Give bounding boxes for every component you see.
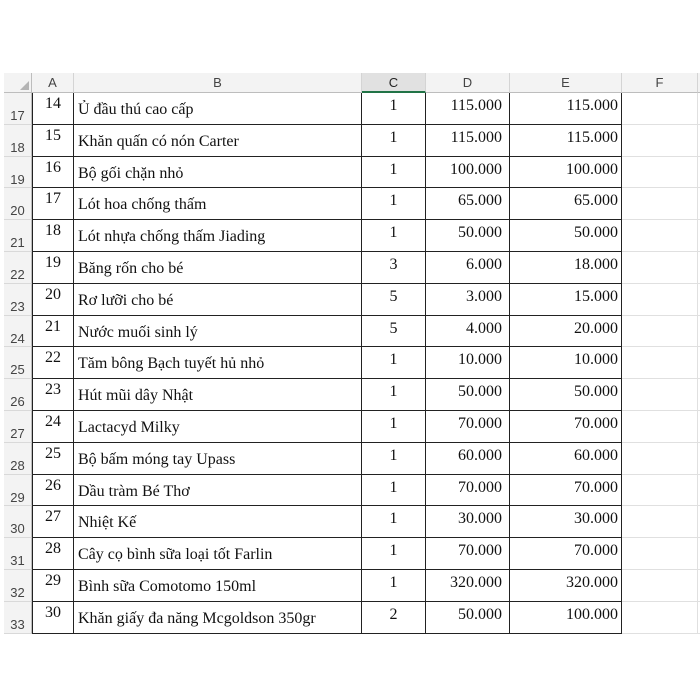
- cell-quantity[interactable]: 2: [362, 602, 426, 634]
- row-header[interactable]: 23: [4, 284, 32, 316]
- cell-stt[interactable]: 26: [32, 475, 74, 506]
- cell-quantity[interactable]: 1: [362, 157, 426, 188]
- cell-unit-price[interactable]: 100.000: [426, 157, 510, 188]
- cell-total[interactable]: 10.000: [510, 347, 622, 379]
- row-header[interactable]: 32: [4, 570, 32, 602]
- cell-empty-f[interactable]: [622, 93, 698, 125]
- cell-stt[interactable]: 16: [32, 157, 74, 188]
- cell-empty-f[interactable]: [622, 538, 698, 570]
- cell-total[interactable]: 70.000: [510, 538, 622, 570]
- cell-item-name[interactable]: Nhiệt Kế: [74, 506, 362, 538]
- table-row: [4, 379, 700, 411]
- cell-unit-price[interactable]: 115.000: [426, 125, 510, 157]
- select-all-triangle-icon: [20, 81, 29, 90]
- cell-unit-price[interactable]: 65.000: [426, 188, 510, 220]
- table-row: [4, 157, 700, 188]
- cell-empty-f[interactable]: [622, 411, 698, 443]
- cell-total[interactable]: 50.000: [510, 379, 622, 411]
- column-header-d[interactable]: D: [426, 73, 510, 93]
- row-header[interactable]: 25: [4, 347, 32, 379]
- cell-unit-price[interactable]: 50.000: [426, 220, 510, 252]
- cell-stt[interactable]: 20: [32, 284, 74, 316]
- row-header[interactable]: 30: [4, 506, 32, 538]
- table-row: [4, 284, 700, 316]
- column-header-b[interactable]: B: [74, 73, 362, 93]
- cell-stt[interactable]: 27: [32, 506, 74, 538]
- cell-quantity[interactable]: 1: [362, 443, 426, 475]
- cell-total[interactable]: 65.000: [510, 188, 622, 220]
- cell-item-name[interactable]: Băng rốn cho bé: [74, 252, 362, 284]
- row-header[interactable]: 19: [4, 157, 32, 188]
- cell-total[interactable]: 30.000: [510, 506, 622, 538]
- cell-unit-price[interactable]: 70.000: [426, 411, 510, 443]
- table-row: [4, 252, 700, 284]
- cell-empty-f[interactable]: [622, 475, 698, 506]
- row-header[interactable]: 26: [4, 379, 32, 411]
- cell-quantity[interactable]: 1: [362, 379, 426, 411]
- cell-empty-f[interactable]: [622, 220, 698, 252]
- cell-unit-price[interactable]: 4.000: [426, 316, 510, 347]
- cell-quantity[interactable]: 1: [362, 475, 426, 506]
- cell-empty-f[interactable]: [622, 252, 698, 284]
- cell-empty-f[interactable]: [622, 570, 698, 602]
- cell-stt[interactable]: 18: [32, 220, 74, 252]
- cell-stt[interactable]: 17: [32, 188, 74, 220]
- cell-stt[interactable]: 30: [32, 602, 74, 634]
- cell-stt[interactable]: 15: [32, 125, 74, 157]
- cell-empty-f[interactable]: [622, 188, 698, 220]
- table-row: [4, 570, 700, 602]
- table-row: [4, 538, 700, 570]
- cell-quantity[interactable]: 5: [362, 316, 426, 347]
- cell-item-name[interactable]: Bình sữa Comotomo 150ml: [74, 570, 362, 602]
- spreadsheet-grid: [4, 73, 700, 634]
- cell-unit-price[interactable]: 10.000: [426, 347, 510, 379]
- cell-stt[interactable]: 28: [32, 538, 74, 570]
- cell-unit-price[interactable]: 115.000: [426, 93, 510, 125]
- cell-item-name[interactable]: Nước muối sinh lý: [74, 316, 362, 347]
- cell-item-name[interactable]: Tăm bông Bạch tuyết hủ nhỏ: [74, 347, 362, 379]
- cell-unit-price[interactable]: 60.000: [426, 443, 510, 475]
- cell-empty-f[interactable]: [622, 506, 698, 538]
- cell-quantity[interactable]: 1: [362, 188, 426, 220]
- cell-total[interactable]: 60.000: [510, 443, 622, 475]
- cell-item-name[interactable]: Khăn quấn có nón Carter: [74, 125, 362, 157]
- cell-item-name[interactable]: Ủ đầu thú cao cấp: [74, 93, 362, 125]
- row-header[interactable]: 17: [4, 93, 32, 125]
- cell-quantity[interactable]: 1: [362, 125, 426, 157]
- table-row: [4, 220, 700, 252]
- cell-item-name[interactable]: Bộ gối chặn nhỏ: [74, 157, 362, 188]
- cell-unit-price[interactable]: 70.000: [426, 538, 510, 570]
- table-row: [4, 475, 700, 506]
- cell-empty-f[interactable]: [622, 125, 698, 157]
- table-row: [4, 443, 700, 475]
- cell-total[interactable]: 20.000: [510, 316, 622, 347]
- row-header[interactable]: 33: [4, 602, 32, 634]
- select-all-corner[interactable]: [4, 73, 32, 93]
- cell-quantity[interactable]: 1: [362, 347, 426, 379]
- cell-total[interactable]: 100.000: [510, 602, 622, 634]
- row-header[interactable]: 31: [4, 538, 32, 570]
- cell-stt[interactable]: 22: [32, 347, 74, 379]
- cell-quantity[interactable]: 5: [362, 284, 426, 316]
- cell-total[interactable]: 15.000: [510, 284, 622, 316]
- cell-total[interactable]: 115.000: [510, 125, 622, 157]
- row-header[interactable]: 22: [4, 252, 32, 284]
- cell-stt[interactable]: 25: [32, 443, 74, 475]
- table-row: [4, 93, 700, 125]
- cell-stt[interactable]: 24: [32, 411, 74, 443]
- table-row: [4, 347, 700, 379]
- cell-item-name[interactable]: Rơ lưỡi cho bé: [74, 284, 362, 316]
- row-header[interactable]: 20: [4, 188, 32, 220]
- cell-empty-f[interactable]: [622, 443, 698, 475]
- cell-item-name[interactable]: Dầu tràm Bé Thơ: [74, 475, 362, 506]
- cell-unit-price[interactable]: 70.000: [426, 475, 510, 506]
- cell-stt[interactable]: 29: [32, 570, 74, 602]
- cell-total[interactable]: 50.000: [510, 220, 622, 252]
- cell-unit-price[interactable]: 320.000: [426, 570, 510, 602]
- cell-total[interactable]: 100.000: [510, 157, 622, 188]
- cell-unit-price[interactable]: 6.000: [426, 252, 510, 284]
- cell-item-name[interactable]: Cây cọ bình sữa loại tốt Farlin: [74, 538, 362, 570]
- cell-quantity[interactable]: 1: [362, 93, 426, 125]
- cell-stt[interactable]: 23: [32, 379, 74, 411]
- row-header[interactable]: 24: [4, 316, 32, 347]
- cell-item-name[interactable]: Lót hoa chống thấm: [74, 188, 362, 220]
- cell-quantity[interactable]: 1: [362, 220, 426, 252]
- cell-item-name[interactable]: Khăn giấy đa năng Mcgoldson 350gr: [74, 602, 362, 634]
- cell-empty-f[interactable]: [622, 284, 698, 316]
- cell-empty-f[interactable]: [622, 157, 698, 188]
- row-header[interactable]: 29: [4, 475, 32, 506]
- cell-total[interactable]: 320.000: [510, 570, 622, 602]
- cell-total[interactable]: 70.000: [510, 475, 622, 506]
- column-header-f[interactable]: F: [622, 73, 698, 93]
- column-header-e[interactable]: E: [510, 73, 622, 93]
- cell-quantity[interactable]: 1: [362, 506, 426, 538]
- column-header-c[interactable]: C: [362, 73, 426, 93]
- cell-empty-f[interactable]: [622, 379, 698, 411]
- table-row: [4, 506, 700, 538]
- row-header[interactable]: 27: [4, 411, 32, 443]
- cell-item-name[interactable]: Bộ bấm móng tay Upass: [74, 443, 362, 475]
- cell-item-name[interactable]: Lactacyd Milky: [74, 411, 362, 443]
- cell-stt[interactable]: 21: [32, 316, 74, 347]
- cell-quantity[interactable]: 1: [362, 538, 426, 570]
- cell-item-name[interactable]: Hút mũi dây Nhật: [74, 379, 362, 411]
- cell-stt[interactable]: 19: [32, 252, 74, 284]
- cell-quantity[interactable]: 1: [362, 411, 426, 443]
- cell-total[interactable]: 70.000: [510, 411, 622, 443]
- table-row: [4, 188, 700, 220]
- table-row: [4, 316, 700, 347]
- cell-unit-price[interactable]: 3.000: [426, 284, 510, 316]
- cell-quantity[interactable]: 1: [362, 570, 426, 602]
- cell-unit-price[interactable]: 50.000: [426, 379, 510, 411]
- cell-empty-f[interactable]: [622, 602, 698, 634]
- cell-quantity[interactable]: 3: [362, 252, 426, 284]
- cell-total[interactable]: 18.000: [510, 252, 622, 284]
- row-header[interactable]: 28: [4, 443, 32, 475]
- table-row: [4, 125, 700, 157]
- cell-item-name[interactable]: Lót nhựa chống thấm Jiading: [74, 220, 362, 252]
- cell-empty-f[interactable]: [622, 316, 698, 347]
- table-row: [4, 602, 700, 634]
- cell-empty-f[interactable]: [622, 347, 698, 379]
- column-header-a[interactable]: A: [32, 73, 74, 93]
- cell-stt[interactable]: 14: [32, 93, 74, 125]
- table-row: [4, 411, 700, 443]
- row-header[interactable]: 21: [4, 220, 32, 252]
- cell-unit-price[interactable]: 30.000: [426, 506, 510, 538]
- row-header[interactable]: 18: [4, 125, 32, 157]
- cell-unit-price[interactable]: 50.000: [426, 602, 510, 634]
- cell-total[interactable]: 115.000: [510, 93, 622, 125]
